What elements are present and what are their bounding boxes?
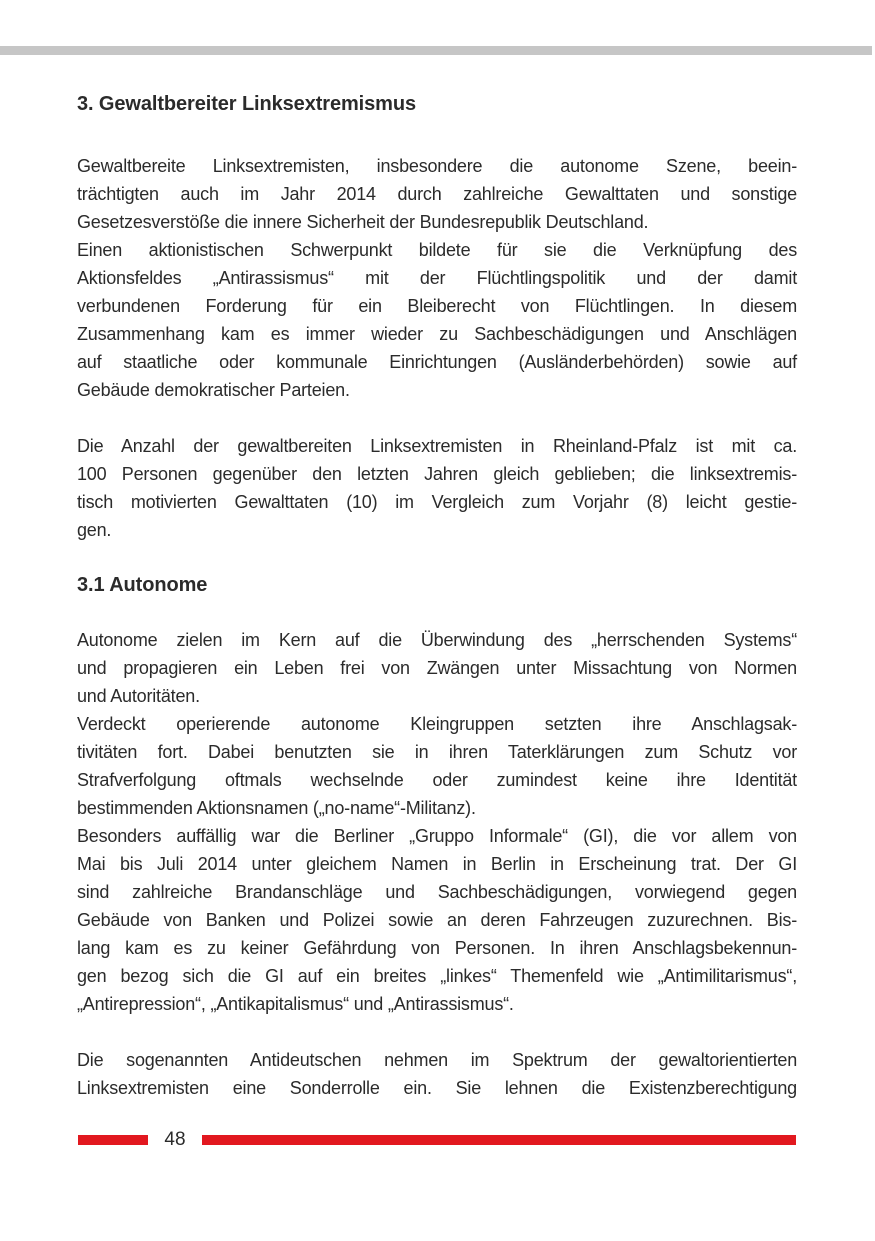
text-line: Verdeckt operierende autonome Kleingruppen setzten ihre Anschlagsak- xyxy=(77,714,797,734)
paragraph-group-autonome xyxy=(77,626,797,1018)
text-line: sind zahlreiche Brandanschläge und Sachbeschädigungen, vorwiegend gegen xyxy=(77,882,797,902)
section-heading: 3. Gewaltbereiter Linksextremismus xyxy=(77,93,416,115)
text-line: lang kam es zu keiner Gefährdung von Personen. In ihren Anschlagsbekennun- xyxy=(77,938,797,958)
paragraph xyxy=(77,236,797,404)
paragraph xyxy=(77,626,797,710)
text-line: Aktionsfeldes „Antirassismus“ mit der Flüchtlingspolitik und der damit xyxy=(77,268,797,288)
text-line: tivitäten fort. Dabei benutzten sie in ihren Taterklärungen zum Schutz vor xyxy=(77,742,797,762)
text-line: Mai bis Juli 2014 unter gleichem Namen in Berlin in Erscheinung trat. Der GI xyxy=(77,854,797,874)
text-line: Die Anzahl der gewaltbereiten Linksextremisten in Rheinland-Pfalz ist mit ca. xyxy=(77,436,797,456)
text-line: 100 Personen gegenüber den letzten Jahren gleich geblieben; die linksextremis- xyxy=(77,464,797,484)
text-line: bestimmenden Aktionsnamen („no-name“-Militanz). xyxy=(77,798,476,818)
text-line: Gesetzesverstöße die innere Sicherheit der Bundesrepublik Deutschland. xyxy=(77,212,649,232)
text-line: Zusammenhang kam es immer wieder zu Sachbeschädigungen und Anschlägen xyxy=(77,324,797,344)
text-line: tisch motivierten Gewalttaten (10) im Vergleich zum Vorjahr (8) leicht gestie- xyxy=(77,492,797,512)
text-line: Gewaltbereite Linksextremisten, insbesondere die autonome Szene, beein- xyxy=(77,156,797,176)
text-line: trächtigten auch im Jahr 2014 durch zahlreiche Gewalttaten und sonstige xyxy=(77,184,797,204)
subsection-heading: 3.1 Autonome xyxy=(77,574,208,596)
text-line: und Autoritäten. xyxy=(77,686,200,706)
text-line: und propagieren ein Leben frei von Zwängen unter Missachtung von Normen xyxy=(77,658,797,678)
text-line: verbundenen Forderung für ein Bleiberecht von Flüchtlingen. In diesem xyxy=(77,296,797,316)
paragraph-group-statistics xyxy=(77,432,797,544)
footer-red-bar-left xyxy=(78,1135,148,1145)
paragraph xyxy=(77,1046,797,1102)
text-line: „Antirepression“, „Antikapitalismus“ und „Antirassismus“. xyxy=(77,994,514,1014)
paragraph xyxy=(77,152,797,236)
text-line: Besonders auffällig war die Berliner „Gruppo Informale“ (GI), die vor allem von xyxy=(77,826,797,846)
text-line: auf staatliche oder kommunale Einrichtungen (Ausländerbehörden) sowie auf xyxy=(77,352,797,372)
paragraph-group-antideutsche xyxy=(77,1046,797,1102)
text-line: Linksextremisten eine Sonderrolle ein. Sie lehnen die Existenzberechtigung xyxy=(77,1078,797,1098)
footer-red-bar-right xyxy=(202,1135,796,1145)
text-line: Einen aktionistischen Schwerpunkt bildete für sie die Verknüpfung des xyxy=(77,240,797,260)
paragraph xyxy=(77,710,797,822)
text-line: gen. xyxy=(77,520,112,540)
text-line: Die sogenannten Antideutschen nehmen im Spektrum der gewaltorientierten xyxy=(77,1050,797,1070)
text-line: Gebäude demokratischer Parteien. xyxy=(77,380,350,400)
page-footer xyxy=(78,1128,796,1152)
text-line: Autonome zielen im Kern auf die Überwindung des „herrschenden Systems“ xyxy=(77,630,797,650)
text-line: Gebäude von Banken und Polizei sowie an deren Fahrzeugen zuzurechnen. Bis- xyxy=(77,910,797,930)
paragraph-group-intro xyxy=(77,152,797,404)
paragraph xyxy=(77,432,797,544)
paragraph xyxy=(77,822,797,1018)
text-line: Strafverfolgung oftmals wechselnde oder zumindest keine ihre Identität xyxy=(77,770,797,790)
page-number: 48 xyxy=(164,1129,186,1150)
text-line: gen bezog sich die GI auf ein breites „linkes“ Themenfeld wie „Antimilitarismus“, xyxy=(77,966,797,986)
page-content xyxy=(77,0,797,1102)
